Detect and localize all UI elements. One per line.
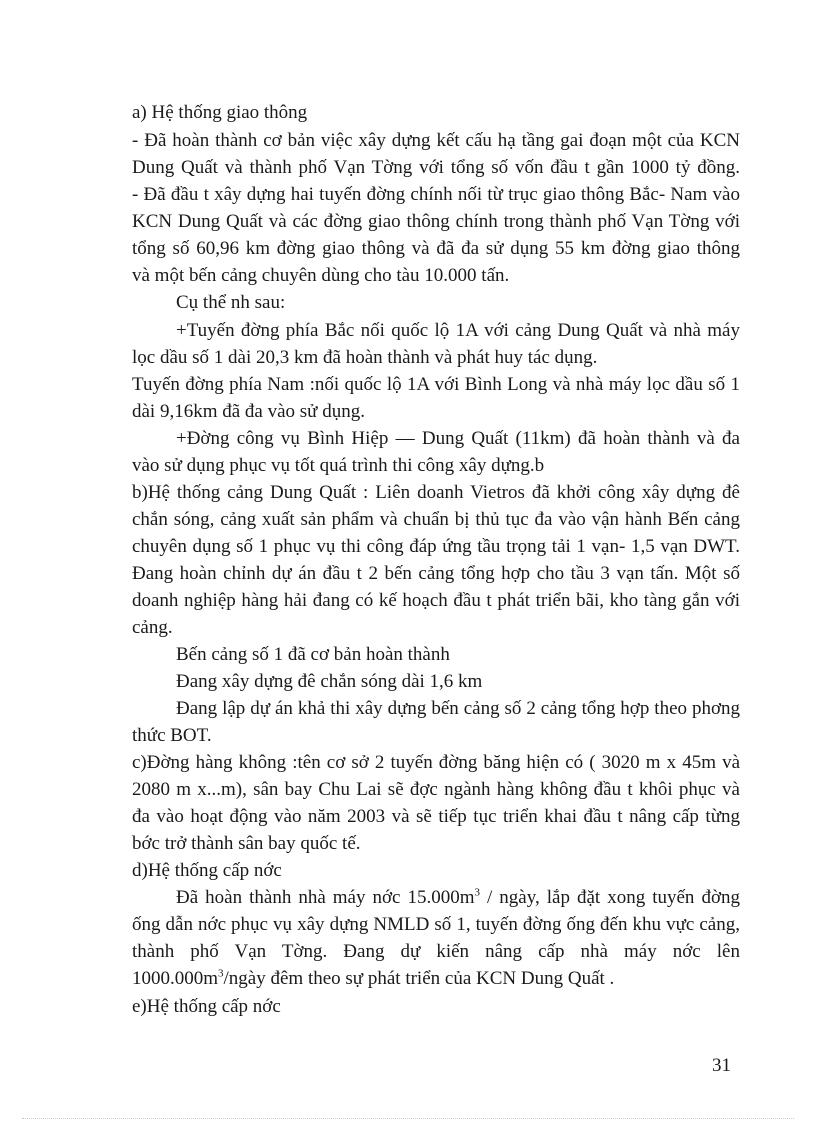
heading-transport: a) Hệ thống giao thông bbox=[132, 102, 308, 123]
text-line: +Tuyến đờng phía Bắc nối quốc lộ 1A với cảng Dung Quất và nhà máy bbox=[176, 320, 740, 341]
footer-divider bbox=[22, 1118, 794, 1119]
text-run: /ngày đêm theo sự phát triển của KCN Dung Quất . bbox=[223, 968, 615, 989]
text-line: và một bến cảng chuyên dùng cho tàu 10.000 tấn. bbox=[132, 265, 510, 286]
text-line: cảng. bbox=[132, 617, 173, 638]
heading-water-supply-2: e)Hệ thống cấp nớc bbox=[132, 996, 281, 1017]
text-line: bớc trở thành sân bay quốc tế. bbox=[132, 833, 361, 854]
text-line: +Đờng công vụ Bình Hiệp — Dung Quất (11km) đã hoàn thành và đa bbox=[176, 428, 740, 449]
text-line: - Đã hoàn thành cơ bản việc xây dựng kết cấu hạ tầng gai đoạn một của KCN bbox=[132, 130, 740, 151]
text-line: thành phố Vạn Tờng. Đang dự kiến nâng cấp nhà máy nớc lên bbox=[132, 941, 740, 962]
text-run: Đã hoàn thành nhà máy nớc 15.000m bbox=[176, 887, 475, 908]
text-line: Đang lập dự án khả thi xây dựng bến cảng số 2 cảng tổng hợp theo phơng bbox=[176, 698, 740, 719]
text-line: Cụ thể nh sau: bbox=[176, 292, 286, 313]
text-run: / ngày, lắp đặt xong tuyến đờng bbox=[480, 887, 740, 908]
text-line: dài 9,16km đã đa vào sử dụng. bbox=[132, 401, 365, 422]
text-line: đa vào hoạt động vào năm 2003 và sẽ tiếp tục triển khai đầu t nâng cấp từng bbox=[132, 806, 740, 827]
text-line: Dung Quất và thành phố Vạn Tờng với tổng số vốn đầu t gần 1000 tỷ đồng. bbox=[132, 157, 740, 178]
text-line: Đang hoàn chỉnh dự án đầu t 2 bến cảng tổng hợp cho tầu 3 vạn tấn. Một số bbox=[132, 563, 740, 584]
superscript: 3 bbox=[474, 886, 481, 899]
text-line bbox=[132, 966, 740, 992]
text-line: chuyên dụng số 1 phục vụ thi công đáp ứng tầu trọng tải 1 vạn- 1,5 vạn DWT. bbox=[132, 536, 740, 557]
text-run: 1000.000m bbox=[132, 968, 219, 989]
text-line: chắn sóng, cảng xuất sản phẩm và chuẩn bị thủ tục đa vào vận hành Bến cảng bbox=[132, 509, 740, 530]
text-line: - Đã đầu t xây dựng hai tuyến đờng chính nối từ trục giao thông Bắc- Nam vào bbox=[132, 184, 740, 205]
text-line: thức BOT. bbox=[132, 725, 212, 746]
text-line: 2080 m x...m), sân bay Chu Lai sẽ đợc ngành hàng không đầu t khôi phục và bbox=[132, 779, 740, 800]
text-line bbox=[176, 885, 740, 911]
text-line: Đang xây dựng đê chắn sóng dài 1,6 km bbox=[176, 671, 483, 692]
text-line: Bến cảng số 1 đã cơ bản hoàn thành bbox=[176, 644, 450, 665]
text-line: Tuyến đờng phía Nam :nối quốc lộ 1A với Bình Long và nhà máy lọc dầu số 1 bbox=[132, 374, 740, 395]
heading-water-supply: d)Hệ thống cấp nớc bbox=[132, 860, 282, 881]
heading-port: b)Hệ thống cảng Dung Quất : Liên doanh Vietros đã khởi công xây dựng đê bbox=[132, 482, 740, 503]
text-line: tổng số 60,96 km đờng giao thông và đã đa sử dụng 55 km đờng giao thông bbox=[132, 238, 740, 259]
text-line: vào sử dụng phục vụ tốt quá trình thi công xây dựng.b bbox=[132, 455, 545, 476]
page-number: 31 bbox=[712, 1055, 731, 1076]
text-line: lọc dầu số 1 dài 20,3 km đã hoàn thành và phát huy tác dụng. bbox=[132, 347, 598, 368]
heading-airway: c)Đờng hàng không :tên cơ sở 2 tuyến đờng băng hiện có ( 3020 m x 45m và bbox=[132, 752, 740, 773]
text-line: doanh nghiệp hàng hải đang có kế hoạch đầu t phát triển bãi, kho tàng gắn với bbox=[132, 590, 740, 611]
superscript: 3 bbox=[218, 967, 224, 980]
text-line: KCN Dung Quất và các đờng giao thông chính trong thành phố Vạn Tờng với bbox=[132, 211, 740, 232]
text-line: ống dẫn nớc phục vụ xây dựng NMLD số 1, tuyến đờng ống đến khu vực cảng, bbox=[132, 914, 740, 935]
